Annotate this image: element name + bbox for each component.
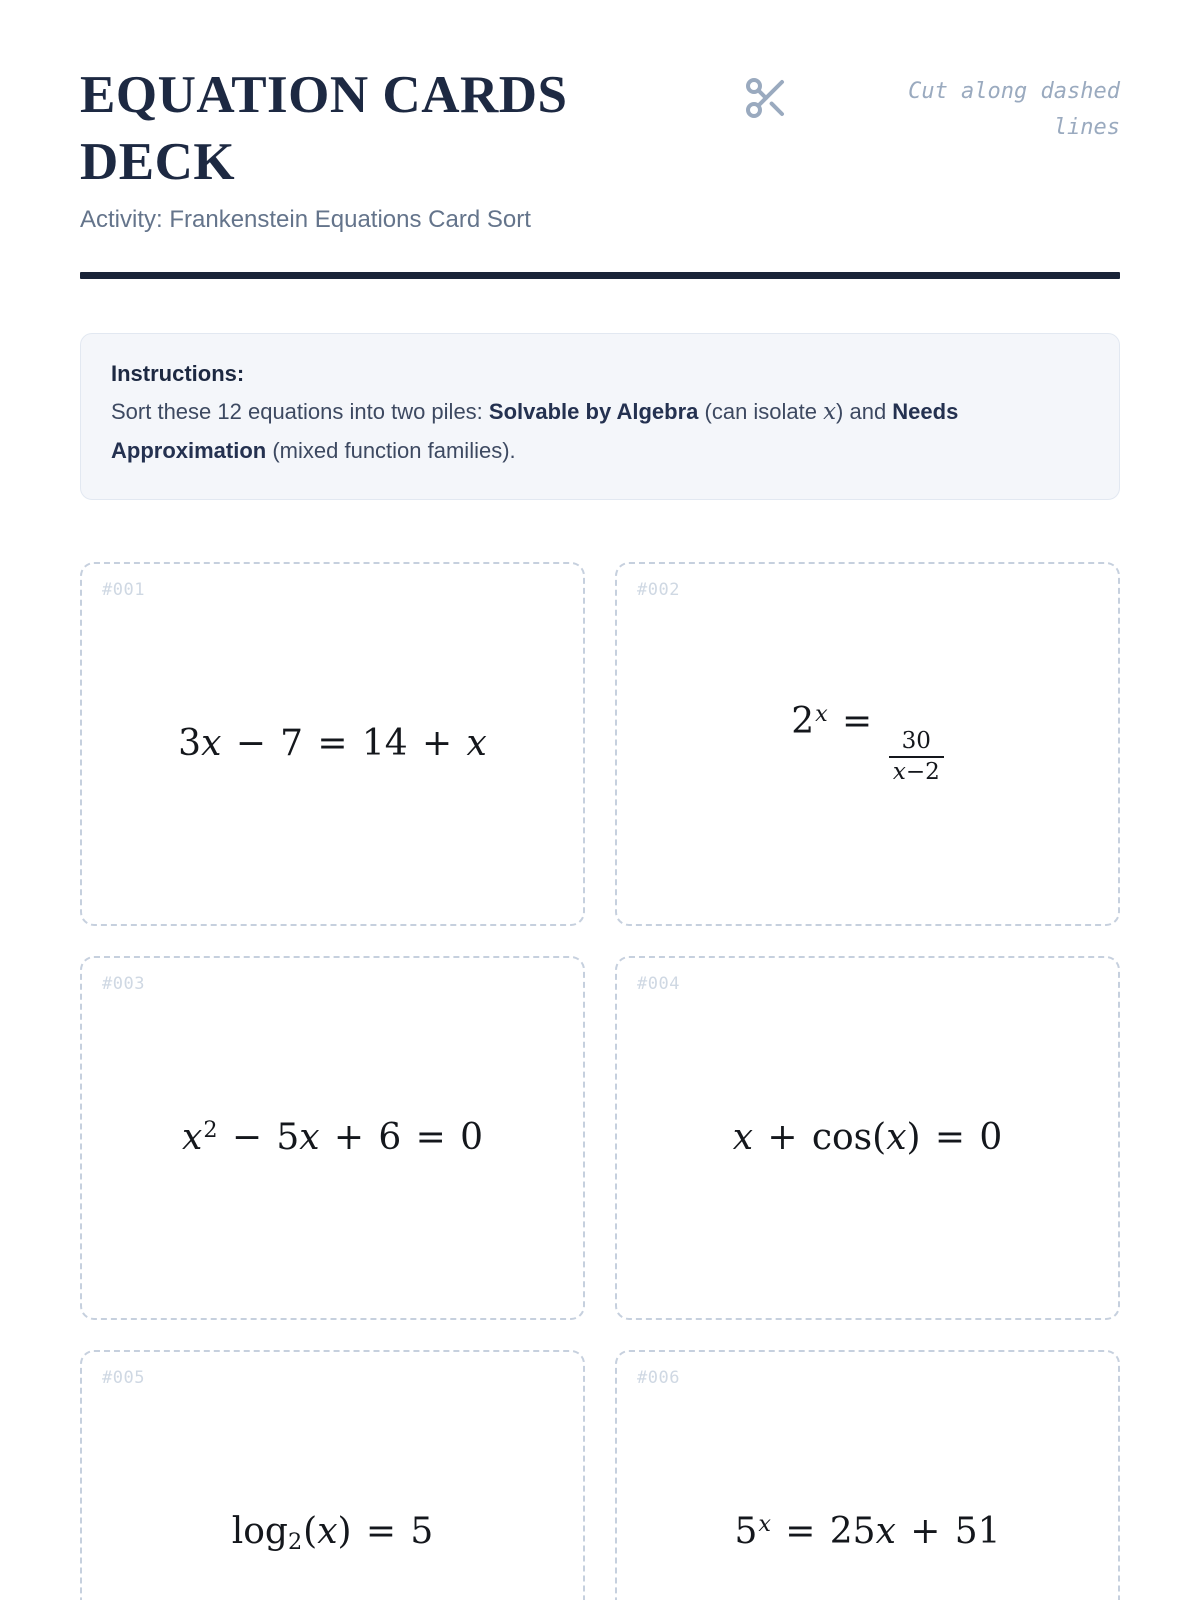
instructions-segment: (can isolate: [698, 398, 824, 424]
equation-card: [615, 1350, 1120, 1600]
cut-note-group: [742, 62, 1120, 145]
scissors-icon: [742, 74, 790, 122]
instructions-segment: Sort these 12 equations into two piles:: [111, 398, 489, 424]
supscript: x: [758, 1510, 771, 1537]
instructions-segment: ) and: [836, 398, 893, 424]
equation: 2x = $\frac{30}{x-2}$: [791, 701, 944, 786]
equation-card: [80, 956, 585, 1320]
equation: x + cos(x) = 0: [732, 1117, 1003, 1159]
supscript: x: [815, 701, 828, 728]
instructions-segment: (mixed function families).: [266, 437, 516, 463]
title-block: [80, 62, 720, 234]
header: [80, 62, 1120, 234]
fraction: $\frac{30}{x-2}$: [889, 728, 944, 786]
supscript: 2: [203, 1116, 218, 1143]
equation: 5x = 25x + 51: [734, 1510, 1001, 1553]
equation-card: [615, 956, 1120, 1320]
card-number: #001: [102, 579, 145, 600]
equation-card: [80, 562, 585, 926]
instructions-box: [80, 333, 1120, 500]
cut-note: Cut along dashed lines: [908, 79, 1120, 140]
instructions-segment: Solvable by Algebra: [488, 398, 699, 424]
card-number: #004: [637, 973, 680, 994]
card-number: #003: [102, 973, 145, 994]
instructions-heading: Instructions:: [111, 360, 245, 386]
instructions-segment: x: [823, 398, 837, 425]
equation-card: [80, 1350, 585, 1600]
header-divider: [80, 272, 1120, 279]
equation: x2 − 5x + 6 = 0: [182, 1116, 483, 1159]
card-grid: [80, 562, 1120, 1600]
equation: 3x − 7 = 14 + x: [178, 723, 487, 765]
page-subtitle: Activity: Frankenstein Equations Card Sort: [80, 205, 531, 233]
page-title: EQUATION CARDS DECK: [80, 66, 568, 191]
subscript: 2: [287, 1528, 303, 1555]
equation: log2(x) = 5: [231, 1511, 434, 1555]
instructions-segment: Needs Approximation: [111, 398, 959, 463]
equation-card: [615, 562, 1120, 926]
instructions-text: [111, 393, 1089, 470]
card-number: #006: [637, 1367, 680, 1388]
card-number: #005: [102, 1367, 145, 1388]
card-number: #002: [637, 579, 680, 600]
